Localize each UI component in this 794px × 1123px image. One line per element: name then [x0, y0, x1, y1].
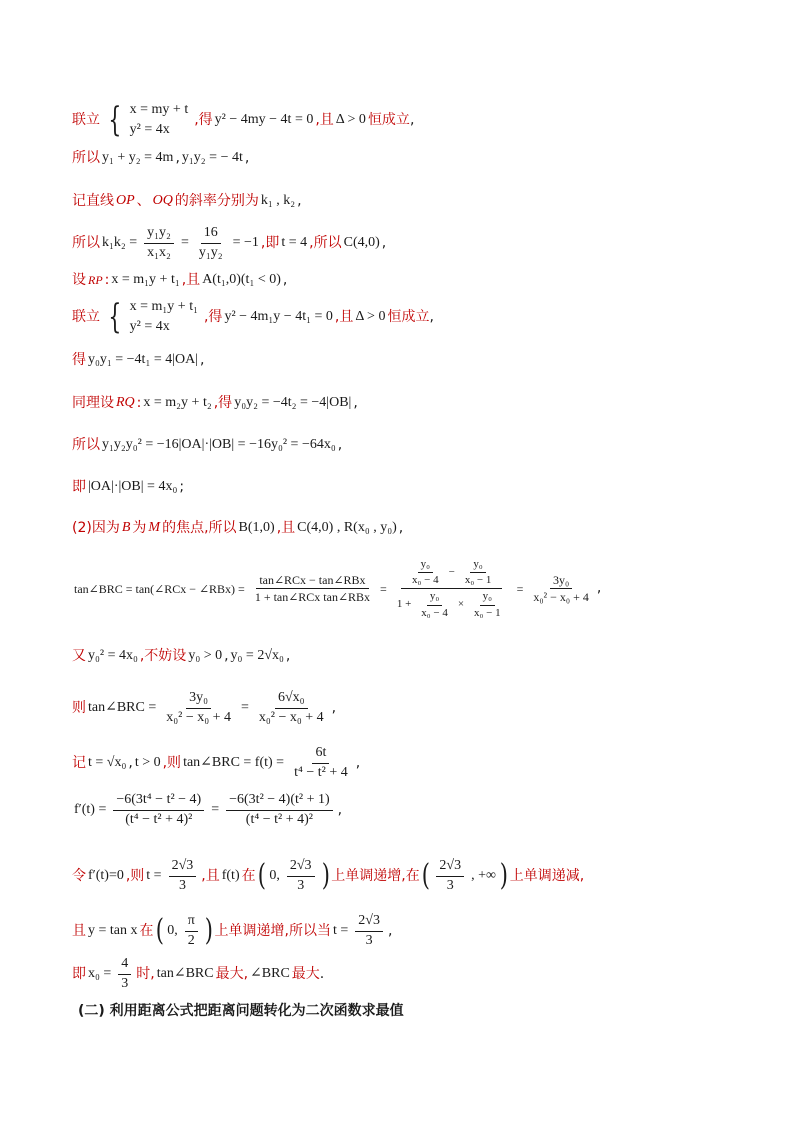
text: 记直线 — [72, 193, 114, 209]
math: A(t₁,0)(t₁ < 0) — [202, 272, 281, 287]
denominator: 3 — [446, 877, 454, 893]
numerator: y₀ — [470, 558, 485, 573]
math: 0, — [269, 867, 280, 883]
math: = — [241, 699, 249, 715]
heading-text: (二) 利用距离公式把距离问题转化为二次函数求最值 — [78, 1003, 404, 1019]
text: 联立 — [72, 111, 100, 128]
text: , — [200, 352, 205, 368]
math: = — [516, 581, 524, 596]
denominator: x₀ − 1 — [464, 574, 492, 587]
line-15 — [72, 745, 360, 782]
text: ,所以 — [309, 234, 342, 251]
text: , — [409, 111, 415, 128]
equation-system — [104, 100, 190, 141]
equation-system — [104, 297, 200, 338]
line-4 — [72, 225, 386, 262]
system-eq-1: x = my + t — [129, 102, 189, 117]
text: 记 — [72, 754, 86, 771]
numerator: π — [185, 913, 198, 932]
math: − — [448, 566, 455, 579]
text: , — [381, 234, 387, 251]
system-eq-2: y² = 4x — [129, 122, 170, 138]
denominator: y₁y₂ — [198, 244, 223, 260]
numerator: 3y₀ — [550, 573, 572, 589]
line-14 — [72, 690, 336, 727]
line-13 — [72, 648, 290, 665]
fraction — [254, 690, 329, 727]
text: 为 — [132, 520, 147, 536]
text: 得 — [72, 352, 86, 368]
math: t = — [332, 922, 349, 938]
paren-open: ( — [257, 858, 266, 894]
math: t = 4 — [281, 234, 308, 250]
text: 所以 — [72, 234, 100, 251]
text: 则 — [72, 699, 86, 716]
math: = — [211, 801, 220, 817]
text: , — [429, 308, 434, 325]
numerator: 3y₀ — [186, 690, 211, 709]
fraction — [167, 858, 199, 895]
text: ,则 — [162, 754, 182, 771]
denominator: x₀² − x₀ + 4 — [166, 709, 231, 725]
text: : — [104, 272, 110, 288]
numerator: 2√3 — [287, 858, 315, 877]
math: f′(t)=0 — [88, 867, 124, 883]
fraction — [353, 913, 385, 950]
math: Δ > 0 — [355, 308, 386, 324]
text: ,且 — [181, 272, 201, 288]
math: f(t) — [221, 867, 240, 883]
numerator: 2√3 — [436, 858, 464, 877]
fraction — [250, 573, 375, 605]
text: 联立 — [72, 308, 100, 325]
line-18 — [72, 913, 392, 950]
text: ,得 — [213, 395, 233, 411]
paren-close: ) — [321, 858, 330, 894]
denominator: 1 + tan∠RCx tan∠RBx — [254, 590, 371, 605]
denominator: x₀ − 4 — [412, 574, 439, 587]
math: x = m₂y + t₂ — [143, 395, 212, 410]
denominator: (t⁴ − t² + 4)² — [125, 811, 193, 827]
text: ,且 — [334, 308, 354, 325]
text: , — [331, 699, 337, 716]
text: , — [337, 437, 343, 453]
text: , — [224, 648, 229, 664]
numerator: 4 — [118, 956, 131, 975]
text: , — [175, 150, 180, 166]
text: 设 — [72, 272, 86, 288]
paren-open: ( — [421, 858, 430, 894]
fraction — [434, 858, 466, 895]
numerator: −6(3t² − 4)(t² + 1) — [226, 792, 333, 811]
math: y² − 4my − 4t = 0 — [214, 111, 314, 127]
math: |OA|·|OB| = 4x₀ — [88, 479, 178, 494]
line-16 — [72, 792, 342, 829]
math: RQ — [116, 395, 135, 410]
numerator: y₁y₂ — [144, 225, 174, 244]
math: × — [457, 598, 465, 611]
text: 即 — [72, 965, 86, 982]
math: = — [380, 581, 387, 596]
math: , +∞ — [471, 867, 496, 883]
text: , — [353, 395, 358, 411]
math: t = √x₀ — [88, 754, 127, 770]
text: 且 — [72, 922, 86, 939]
text: ,即 — [260, 234, 280, 251]
line-3 — [72, 193, 302, 210]
math: y₀y₁ = −4t₁ = 4|OA| — [88, 352, 199, 367]
line-8 — [72, 395, 358, 412]
math: 1 + — [396, 598, 412, 611]
text: , — [337, 801, 343, 818]
text: (2)因为 — [72, 520, 120, 536]
fraction — [194, 225, 228, 262]
math: C(4,0) , R(x₀ , y₀) — [297, 520, 397, 535]
denominator: t⁴ − t² + 4 — [294, 764, 348, 780]
fraction — [111, 792, 206, 829]
math: y₀ > 0 — [188, 648, 223, 663]
fraction — [142, 225, 176, 262]
numerator: tan∠RCx − tan∠RBx — [256, 573, 368, 589]
math: C(4,0) — [343, 234, 380, 250]
math: = −1 — [232, 234, 259, 250]
brace-glyph: { — [108, 297, 122, 338]
math: y² − 4m₁y − 4t₁ = 0 — [224, 308, 333, 324]
denominator: 3 — [365, 932, 373, 948]
denominator: x₀ − 4 — [421, 606, 448, 619]
text: 所以 — [72, 150, 100, 166]
text: 最大 — [291, 965, 320, 982]
math: t > 0 — [134, 754, 161, 770]
math: OP — [116, 193, 135, 208]
line-19 — [72, 956, 324, 993]
math: x = m₁y + t₁ — [111, 272, 180, 287]
math: y₁y₂y₀² = −16|OA|·|OB| = −16y₀² = −64x₀ — [102, 437, 336, 452]
text: 在 — [139, 922, 154, 939]
text: , — [285, 648, 291, 664]
line-2 — [72, 150, 249, 167]
math: k₁ , k₂ — [260, 193, 296, 208]
fraction — [528, 573, 594, 605]
math: RP — [88, 273, 103, 288]
math: f′(t) = — [74, 801, 107, 817]
text: ,所以 — [204, 520, 237, 536]
math: tan∠BRC = f(t) = — [183, 754, 285, 770]
text: 上单调递减, — [509, 867, 585, 884]
numerator: y₀ — [427, 590, 442, 605]
fraction — [183, 913, 200, 950]
line-5 — [72, 272, 287, 289]
math: t = — [146, 867, 162, 883]
text: ,不妨设 — [139, 648, 187, 664]
paren-close: ) — [499, 858, 508, 894]
math: y₀² = 4x₀ — [88, 648, 138, 663]
fraction — [161, 690, 236, 727]
system-eq-1: x = m₁y + t₁ — [129, 299, 198, 314]
text: ,得 — [203, 308, 223, 325]
text: 即 — [72, 479, 86, 495]
text: , — [596, 580, 602, 597]
text: . — [319, 965, 325, 982]
math: = — [180, 234, 189, 250]
text: ; — [179, 479, 185, 495]
denominator: x₀² − x₀ + 4 — [533, 590, 589, 605]
text: : — [136, 395, 142, 411]
math: ∠BRC — [250, 965, 290, 981]
fraction — [285, 858, 317, 895]
text: , — [387, 922, 393, 939]
text: ,且 — [276, 520, 296, 536]
line-11 — [72, 520, 403, 537]
text: 恒成立 — [367, 111, 410, 128]
math: x₀ = — [88, 965, 112, 981]
text: ,且 — [201, 867, 220, 884]
denominator: 3 — [121, 975, 129, 991]
text: 的斜率分别为 — [174, 193, 259, 209]
math: B(1,0) — [238, 520, 275, 535]
text: 同理设 — [72, 395, 114, 411]
math: tan∠BRC = tan(∠RCx − ∠RBx) = — [74, 581, 245, 596]
system-eq-2: y² = 4x — [129, 319, 170, 335]
math: tan∠BRC = — [88, 699, 157, 715]
text: 时, — [136, 965, 155, 982]
text: 上单调递增,在 — [331, 867, 420, 884]
numerator: 16 — [201, 225, 221, 244]
paren-close: ) — [204, 913, 213, 949]
fraction — [289, 745, 353, 782]
text: , — [128, 754, 133, 771]
text: , — [282, 272, 288, 288]
line-6 — [72, 297, 434, 338]
numerator: y₀ — [418, 558, 433, 573]
text: ,得 — [194, 111, 213, 128]
line-9 — [72, 437, 342, 454]
math: OQ — [152, 193, 173, 208]
line-12 — [72, 558, 601, 620]
text: , — [297, 193, 302, 209]
denominator: 3 — [297, 877, 305, 893]
numerator: 6t — [312, 745, 329, 764]
denominator: x₀ − 1 — [474, 606, 501, 619]
math: y₀ = 2√x₀ — [230, 648, 284, 663]
compound-fraction — [392, 558, 512, 620]
text: 最大, — [215, 965, 249, 982]
math: tan∠BRC — [156, 965, 214, 981]
numerator: −6(3t⁴ − t² − 4) — [113, 792, 204, 811]
brace-glyph: { — [108, 100, 122, 141]
line-10 — [72, 479, 184, 496]
line-7 — [72, 352, 205, 369]
text: , — [355, 754, 361, 771]
text: , — [244, 150, 250, 166]
text: 、 — [136, 193, 151, 209]
denominator: (t⁴ − t² + 4)² — [245, 811, 313, 827]
math: Δ > 0 — [335, 111, 366, 127]
text: 又 — [72, 648, 86, 664]
denominator: x₀² − x₀ + 4 — [258, 709, 324, 725]
text: 的焦点 — [162, 520, 205, 536]
math: 0, — [167, 922, 178, 938]
numerator: 2√3 — [355, 913, 383, 932]
section-heading — [78, 1003, 404, 1020]
numerator: 6√x₀ — [275, 690, 308, 709]
math: M — [148, 520, 161, 535]
denominator: 3 — [178, 877, 186, 893]
text: 恒成立 — [387, 308, 430, 325]
math: y₀y₂ = −4t₂ = −4|OB| — [234, 395, 352, 410]
math: y₁y₂ = − 4t — [181, 150, 243, 165]
text: 所以 — [72, 437, 100, 453]
denominator: 2 — [187, 932, 195, 948]
text: ,且 — [315, 111, 334, 128]
fraction — [116, 956, 133, 993]
line-17 — [72, 858, 584, 895]
numerator: 2√3 — [169, 858, 197, 877]
math: B — [121, 520, 131, 535]
text: , — [398, 520, 404, 536]
line-1 — [72, 100, 414, 141]
text: 在 — [241, 867, 256, 884]
math: k₁k₂ = — [102, 234, 138, 250]
text: 上单调递增,所以当 — [214, 922, 331, 939]
denominator: x₁x₂ — [147, 244, 171, 260]
math: y₁ + y₂ = 4m — [102, 150, 174, 165]
math: y = tan x — [88, 922, 138, 938]
text: ,则 — [125, 867, 145, 884]
fraction — [224, 792, 335, 829]
numerator: y₀ — [480, 590, 495, 605]
paren-open: ( — [155, 913, 164, 949]
text: 令 — [72, 867, 86, 884]
